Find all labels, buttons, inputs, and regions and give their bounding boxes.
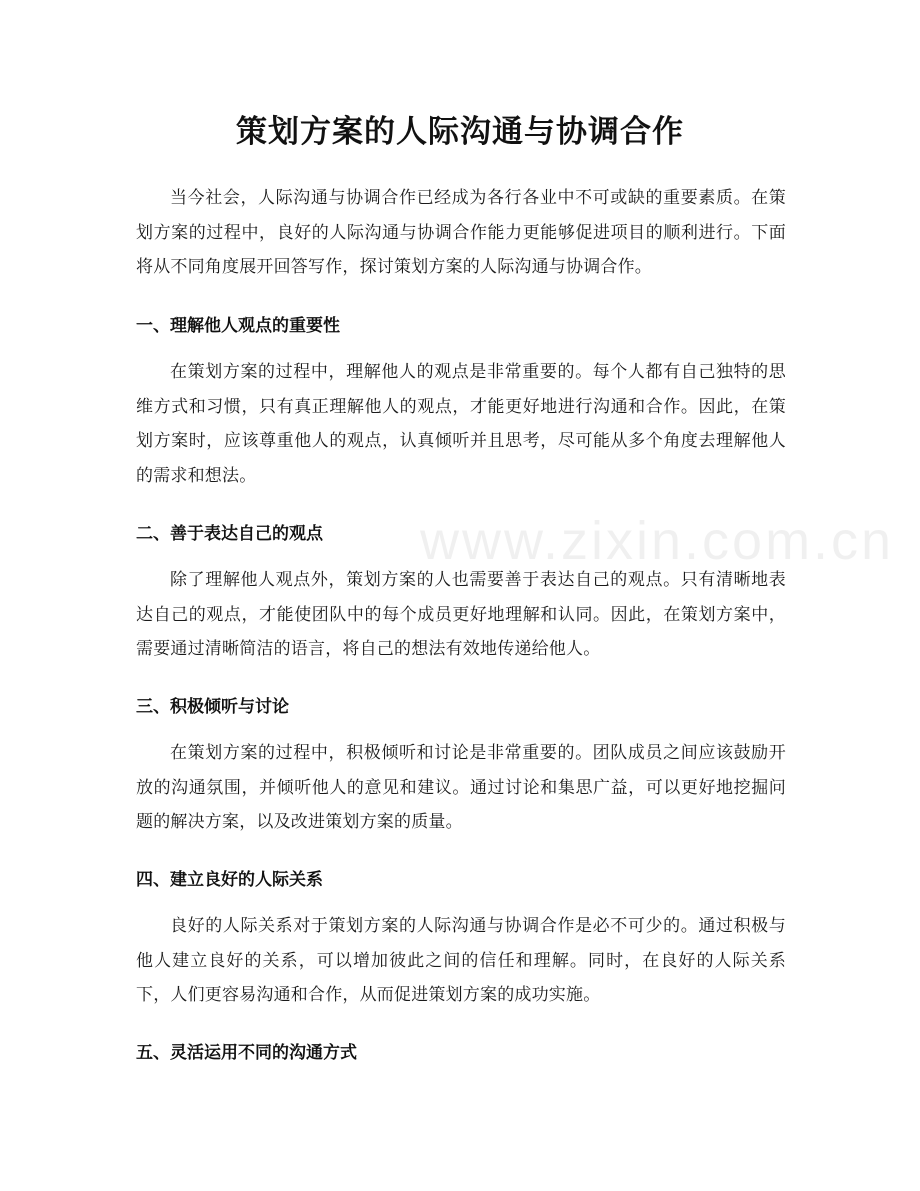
- watermark-text: www.zixin.com.cn: [420, 511, 895, 571]
- section-heading-1: 一、理解他人观点的重要性: [136, 316, 340, 336]
- section-heading-2: 二、善于表达自己的观点: [136, 524, 323, 544]
- section-body-4: 良好的人际关系对于策划方案的人际沟通与协调合作是必不可少的。通过积极与他人建立良好的关系，可以增加彼此之间的信任和理解。同时，在良好的人际关系下，人们更容易沟通和合作，从而促进策划方案的成功实施。: [136, 916, 786, 1005]
- section-body-2: 除了理解他人观点外，策划方案的人也需要善于表达自己的观点。只有清晰地表达自己的观点，才能使团队中的每个成员更好地理解和认同。因此，在策划方案中，需要通过清晰简洁的语言，将自己的想法有效地传递给他人。: [136, 570, 786, 659]
- section-heading-3: 三、积极倾听与讨论: [136, 697, 289, 717]
- section-body-3: 在策划方案的过程中，积极倾听和讨论是非常重要的。团队成员之间应该鼓励开放的沟通氛围，并倾听他人的意见和建议。通过讨论和集思广益，可以更好地挖掘问题的解决方案，以及改进策划方案的质量。: [136, 743, 786, 832]
- document-title: 策划方案的人际沟通与协调合作: [236, 114, 684, 150]
- intro-paragraph: 当今社会，人际沟通与协调合作已经成为各行各业中不可或缺的重要素质。在策划方案的过程中，良好的人际沟通与协调合作能力更能够促进项目的顺利进行。下面将从不同角度展开回答写作，探讨策划方案的人际沟通与协调合作。: [136, 188, 786, 277]
- section-heading-4: 四、建立良好的人际关系: [136, 870, 323, 890]
- section-heading-5: 五、灵活运用不同的沟通方式: [136, 1043, 357, 1063]
- section-body-1: 在策划方案的过程中，理解他人的观点是非常重要的。每个人都有自己独特的思维方式和习惯，只有真正理解他人的观点，才能更好地进行沟通和合作。因此，在策划方案时，应该尊重他人的观点，认真倾听并且思考，尽可能从多个角度去理解他人的需求和想法。: [136, 362, 786, 486]
